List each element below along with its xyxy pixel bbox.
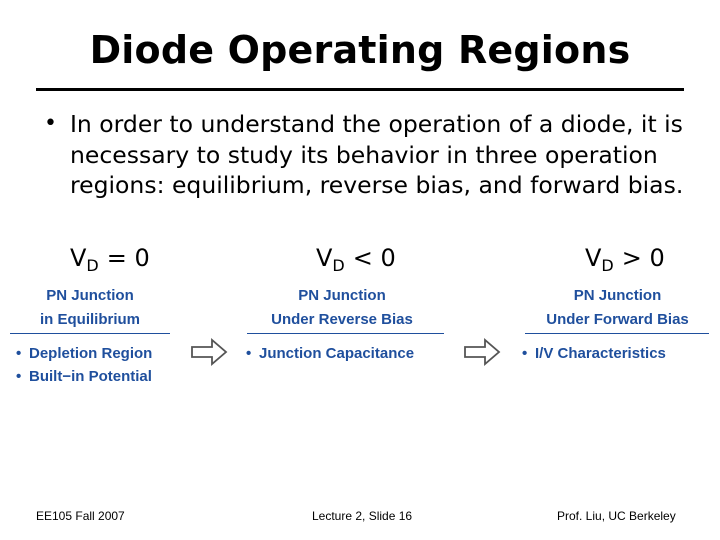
- vd-label-equilibrium: [70, 244, 150, 275]
- vd-symbol: V: [585, 244, 602, 272]
- box-heading: PN Junction: [46, 287, 134, 304]
- features-forward: [522, 342, 666, 365]
- region-box-reverse: [247, 284, 437, 332]
- footer-slide-number: Lecture 2, Slide 16: [312, 509, 413, 523]
- box-subheading: Under Forward Bias: [546, 311, 689, 328]
- right-arrow-icon: [463, 337, 503, 367]
- box-heading: PN Junction: [573, 287, 662, 304]
- feature-item: • Built−in Potential: [16, 365, 152, 388]
- right-arrow-icon: [190, 337, 230, 367]
- box-divider: [247, 333, 444, 334]
- feature-bullet: •: [246, 345, 252, 362]
- title-underline: [36, 88, 684, 91]
- vd-subscript: D: [601, 256, 614, 275]
- footer-author: Prof. Liu, UC Berkeley: [557, 509, 676, 523]
- region-box-forward: [530, 284, 705, 332]
- box-subheading: in Equilibrium: [40, 311, 140, 328]
- feature-bullet: •: [522, 345, 528, 362]
- vd-symbol: V: [70, 244, 87, 272]
- bullet-text: In order to understand the operation of a diode, it is necessary to study its behavior in three operation regions: equilibrium, reverse bias, and forward bias.: [70, 110, 684, 199]
- vd-condition: < 0: [352, 244, 396, 272]
- features-reverse: [246, 342, 414, 365]
- box-divider: [10, 333, 170, 334]
- feature-item: • I/V Characteristics: [522, 342, 666, 365]
- vd-condition: > 0: [621, 244, 665, 272]
- feature-bullet: •: [16, 368, 22, 385]
- feature-item: • Junction Capacitance: [246, 342, 414, 365]
- vd-subscript: D: [86, 256, 99, 275]
- region-box-equilibrium: [15, 284, 165, 332]
- box-heading: PN Junction: [298, 287, 386, 304]
- box-divider: [525, 333, 709, 334]
- vd-condition: = 0: [106, 244, 150, 272]
- bullet-marker: •: [44, 111, 57, 136]
- features-equilibrium: [16, 342, 152, 388]
- vd-label-forward: [585, 244, 665, 275]
- slide-title: Diode Operating Regions: [89, 28, 631, 72]
- feature-item: • Depletion Region: [16, 342, 152, 365]
- feature-bullet: •: [16, 345, 22, 362]
- vd-symbol: V: [316, 244, 333, 272]
- vd-subscript: D: [332, 256, 345, 275]
- box-subheading: Under Reverse Bias: [271, 311, 413, 328]
- vd-label-reverse: [316, 244, 396, 275]
- footer-course: EE105 Fall 2007: [36, 509, 125, 523]
